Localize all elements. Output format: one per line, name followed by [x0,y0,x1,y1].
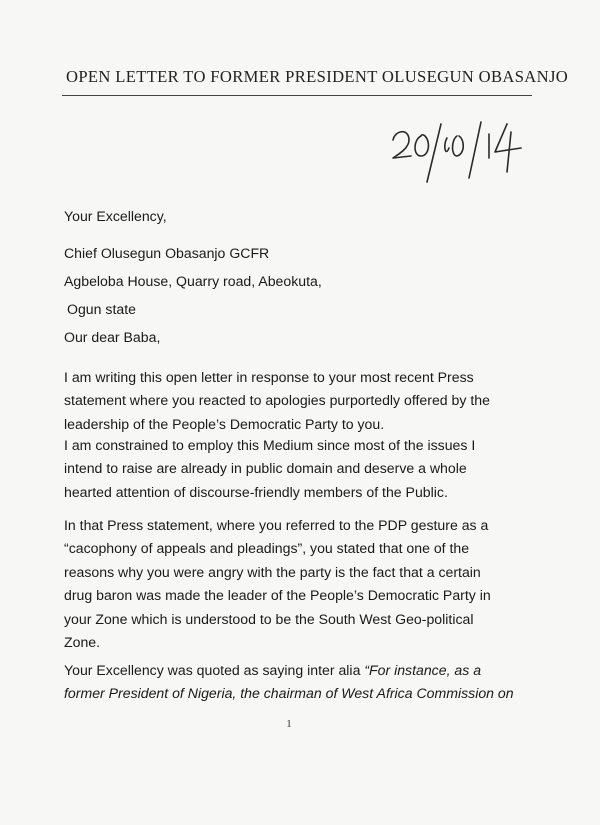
letter-title: OPEN LETTER TO FORMER PRESIDENT OLUSEGUN OBASANJO [66,67,569,86]
paragraph-line: your Zone which is understood to be the South West Geo-political [64,610,474,627]
paragraph-line: Zone. [64,634,101,651]
title-underline [62,95,532,96]
quote-start: “For instance, as a [364,662,482,678]
paragraph-line: In that Press statement, where you referred to the PDP gesture as a [64,517,489,533]
paragraph-line: reasons why you were angry with the party is the fact that a certain [64,563,481,580]
paragraph-3 [64,514,534,654]
paragraph-line: leadership of the People’s Democratic Party to you. [64,415,385,432]
paragraph-line: drug baron was made the leader of the People’s Democratic Party in [64,587,491,604]
handwritten-date-signature [385,118,535,188]
paragraph-1 [64,366,534,436]
paragraph-line: intend to raise are already in public domain and deserve a whole [64,460,467,477]
paragraph-4 [64,659,534,706]
greeting: Our dear Baba, [64,329,161,345]
paragraph-line: I am writing this open letter in response to your most recent Press [64,369,474,385]
paragraph-line: statement where you reacted to apologies purportedly offered by the [64,392,490,409]
address-line-3: Ogun state [67,301,136,317]
paragraph-line [64,659,534,682]
paragraph-line: “cacophony of appeals and pleadings”, you stated that one of the [64,540,470,557]
address-line-1: Chief Olusegun Obasanjo GCFR [64,245,270,261]
paragraph-line: I am constrained to employ this Medium since most of the issues I [64,437,476,453]
page-number: 1 [286,718,292,730]
quote-intro: Your Excellency was quoted as saying inter alia [64,662,365,678]
quote-line: former President of Nigeria, the chairman of West Africa Commission on [64,685,514,702]
address-line-2: Agbeloba House, Quarry road, Abeokuta, [64,273,322,289]
salutation: Your Excellency, [64,208,167,224]
paragraph-line: hearted attention of discourse-friendly members of the Public. [64,483,448,500]
paragraph-2 [64,434,534,504]
